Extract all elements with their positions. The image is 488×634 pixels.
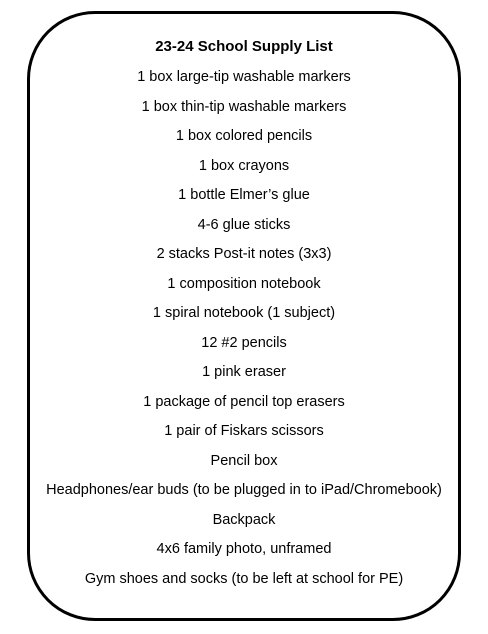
list-item: 1 pair of Fiskars scissors bbox=[164, 423, 324, 439]
list-item: Gym shoes and socks (to be left at school for PE) bbox=[84, 570, 404, 587]
list-item: 1 pink eraser bbox=[202, 364, 286, 380]
list-item: Backpack bbox=[212, 511, 276, 528]
list-item: Pencil box bbox=[210, 452, 278, 469]
list-item: 1 composition notebook bbox=[167, 275, 321, 292]
list-item: 4-6 glue sticks bbox=[197, 216, 291, 233]
list-title: 23-24 School Supply List bbox=[155, 38, 333, 55]
list-item: 12 #2 pencils bbox=[201, 334, 287, 351]
list-item: 1 box crayons bbox=[198, 157, 290, 174]
list-item: Headphones/ear buds (to be plugged in to iPad/Chromebook) bbox=[46, 482, 442, 498]
list-item: 4x6 family photo, unframed bbox=[156, 541, 332, 557]
list-item: 1 spiral notebook (1 subject) bbox=[152, 305, 336, 321]
list-item: 1 package of pencil top erasers bbox=[143, 393, 345, 410]
supply-list bbox=[0, 67, 488, 598]
list-item: 1 box thin-tip washable markers bbox=[141, 98, 347, 115]
list-item: 1 bottle Elmer’s glue bbox=[178, 187, 310, 203]
list-item: 2 stacks Post-it notes (3x3) bbox=[156, 246, 332, 262]
list-item: 1 box colored pencils bbox=[175, 128, 313, 144]
list-item: 1 box large-tip washable markers bbox=[137, 69, 351, 85]
